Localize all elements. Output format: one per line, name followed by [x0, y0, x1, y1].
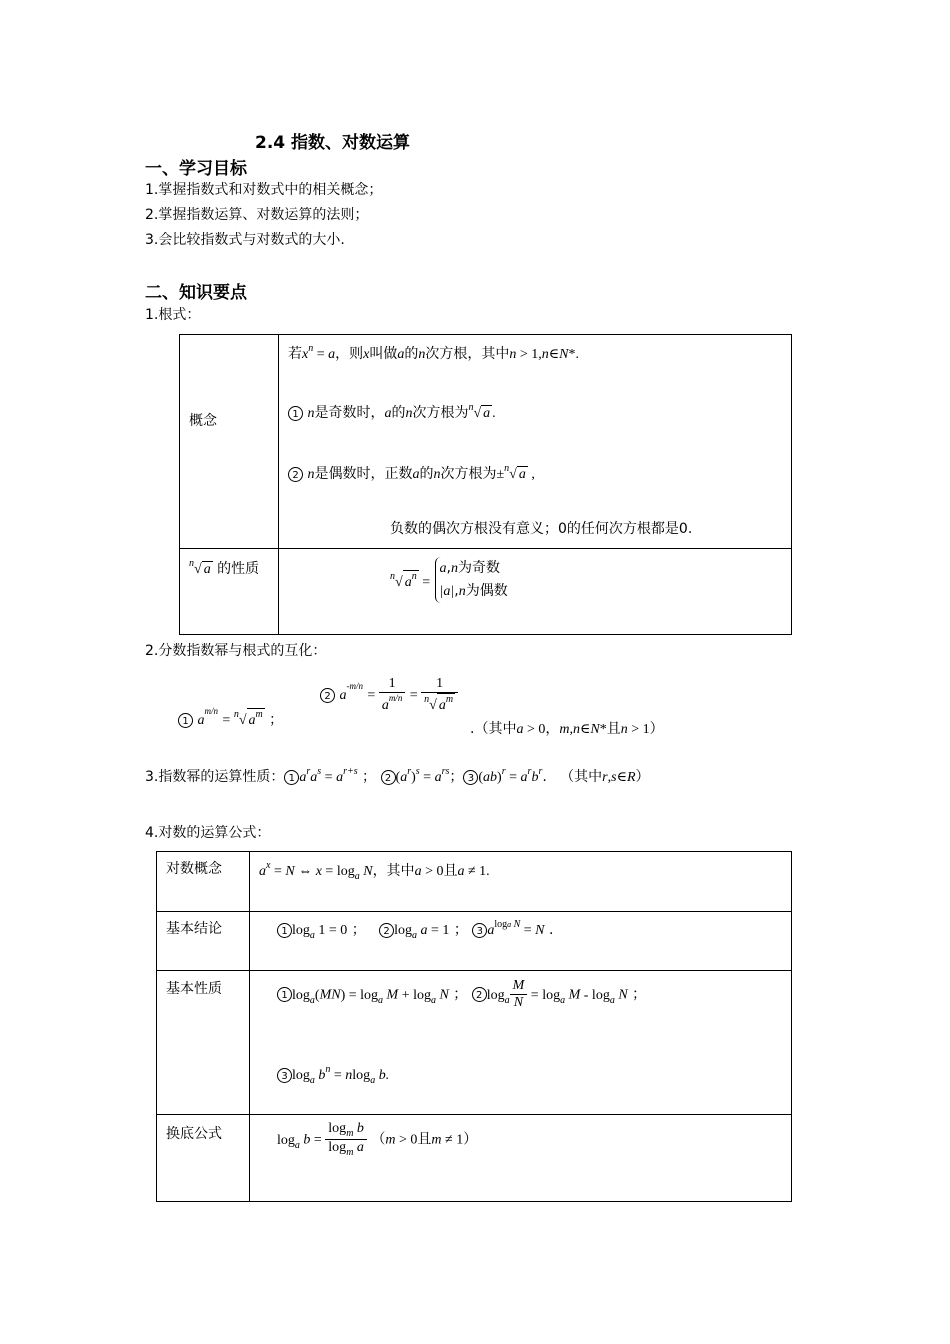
text: 的性质 — [217, 561, 260, 577]
text: 且 — [417, 1131, 432, 1148]
section1-heading: 一、学习目标 — [145, 159, 247, 179]
text: （其中 — [474, 721, 517, 737]
text: ） — [649, 721, 664, 737]
section2-heading: 二、知识要点 — [145, 283, 247, 303]
text: 且 — [606, 721, 621, 737]
text: 叫做 — [369, 346, 398, 362]
text: 的 — [404, 346, 419, 362]
concept-label: 概念 — [189, 413, 217, 429]
log-property-1-2: 1 $\log_a(MN) = \log_a M + \log_a N$ ； 2 $\log_a$ $\frac{M}{N}$ = $\log_a M - \log_a N$ ； — [277, 978, 646, 1011]
text: 是偶数时，正数 — [314, 466, 413, 482]
text: 是奇数时， — [314, 405, 385, 421]
fractional-formula-1: 1 $a^{m/n} = ^n√$ $a^m$ ； — [178, 706, 283, 729]
log-row-label: 换底公式 — [166, 1126, 222, 1142]
log-basic-results: 1 $\log_a 1 = 0$ ； 2 $\log_a a = 1$ ； 3 $a^{loga N} = N$ . — [277, 919, 553, 941]
negative-note: 负数的偶次方根没有意义；0的任何次方根都是0. — [390, 521, 693, 537]
text: 次方根为 — [412, 405, 469, 421]
log-formulas-label: 4.对数的运算公式： — [145, 825, 271, 841]
even-root-line: 2 n是偶数时，正数a的n次方根为±$^n$√ a , — [288, 463, 535, 483]
table-divider — [156, 911, 792, 912]
table-divider — [156, 970, 792, 971]
text: （其中 — [560, 769, 603, 785]
exp-rules-line: 3.指数幂的运算性质： 1 $a^ra^s = a^{r+s}$ ； 2 $(a^r)^s = a^{rs}$； 3 $(ab)^r = a^rb^r$. （其中r,s∈R） — [145, 766, 650, 785]
fractional-label: 2.分数指数幂与根式的互化： — [145, 643, 327, 659]
text: 若 — [288, 346, 302, 362]
log-row-label: 对数概念 — [166, 861, 222, 877]
text: 为奇数 — [458, 560, 500, 576]
objective-item-1: 1.掌握指数式和对数式中的相关概念； — [145, 182, 383, 198]
text: ，其中 — [372, 863, 415, 879]
odd-root-line: 1 n是奇数时，a的n次方根为$^n$√ a . — [288, 402, 496, 422]
log-row-label: 基本性质 — [166, 981, 222, 997]
text: 次方根为 — [440, 466, 497, 482]
table-divider — [156, 1114, 792, 1115]
objective-item-2: 2.掌握指数运算、对数运算的法则； — [145, 207, 369, 223]
objective-item-3: 3.会比较指数式与对数式的大小. — [145, 232, 345, 248]
text: 且 — [443, 863, 458, 879]
text: 次方根，其中 — [425, 346, 510, 362]
fractional-formula-2: 2 $a^{-m/n}$ = $\frac{1}{a^{m/n}}$ = $\frac{1}{^n√ a^m}$ — [320, 676, 458, 714]
fractional-note: .（其中a > 0，m,n∈N*且n > 1） — [470, 721, 664, 737]
change-of-base: $\log_a b$ = $\frac{\log_m b}{\log_m a}$ （m > 0且m ≠ 1） — [277, 1121, 478, 1158]
exp-rules-label: 3.指数幂的运算性质： — [145, 769, 285, 785]
text: 的 — [391, 405, 406, 421]
table-divider — [179, 548, 792, 549]
radical-property-formula: $^n$√ $a^n$ = a,n为奇数 |a|,n为偶数 — [390, 557, 508, 603]
log-definition: $a^x = N$ ⇔ $x = \log_a N$，其中a > 0且a ≠ 1. — [259, 860, 490, 882]
page-title: 2.4 指数、对数运算 — [255, 133, 411, 153]
text: 的 — [419, 466, 434, 482]
radical-label: 1.根式： — [145, 307, 201, 323]
table-divider — [278, 334, 279, 635]
table-divider — [249, 851, 250, 1202]
concept-line-1: 若$x^n = a$，则x叫做a的n次方根，其中n > 1,n∈N*. — [288, 343, 579, 362]
property-label: $^n$√ a 的性质 — [189, 558, 260, 577]
log-row-label: 基本结论 — [166, 921, 222, 937]
log-property-3: 3 $\log_a b^n = nlog_a$ b. — [277, 1064, 389, 1086]
text: 为偶数 — [465, 583, 508, 599]
text: ，则 — [335, 346, 364, 362]
